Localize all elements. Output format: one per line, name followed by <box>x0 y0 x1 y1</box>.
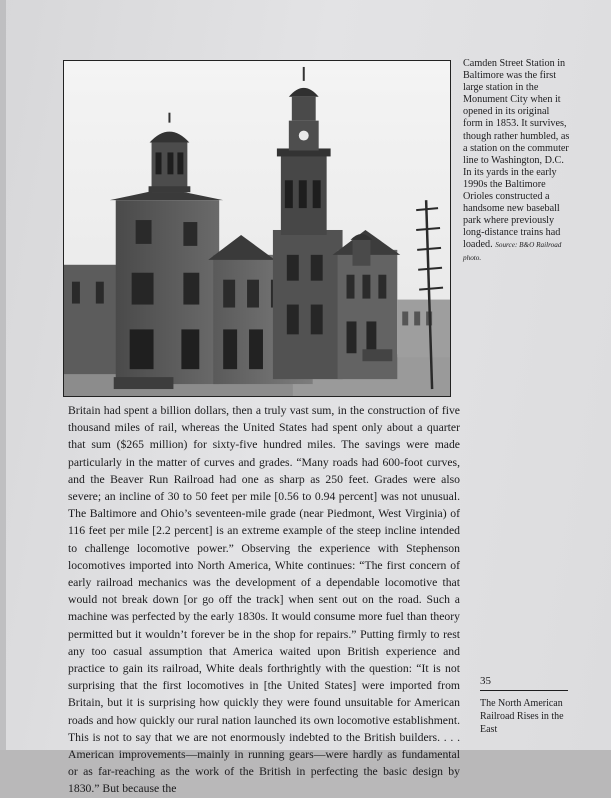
station-photo <box>63 60 451 397</box>
photo-caption <box>463 58 571 264</box>
margin-rule <box>480 690 568 691</box>
page-number: 35 <box>480 675 491 687</box>
chapter-title: The North American Railroad Rises in the East <box>480 698 564 735</box>
caption-source: Source: B&O Railroad photo. <box>463 241 562 262</box>
caption-text: Camden Street Station in Baltimore was the first large station in the Monument City when it opened in its original form in 1853. It survives, though rather humbled, as a station on the commuter line to Washington, D.C. In its yards in the early 1990s the Baltimore Orioles constructed a handsome new baseball park where previously long-distance trains had loaded. <box>463 58 570 251</box>
station-photo-illustration <box>64 61 450 396</box>
body-paragraph: Britain had spent a billion dollars, then a truly vast sum, in the construction of five thousand miles of rail, whereas the United States had spent only about a quarter that sum ($265 million) for sixty-five hundred miles. The savings were made particularly in the matter of curves and grades. “Many roads had 600-foot curves, and the Beaver Run Railroad had one as sharp as 250 feet. Grades were also severe; an incline of 30 to 50 feet per mile [0.56 to 0.94 percent] was not unusual. The Baltimore and Ohio’s seventeen-mile grade (near Piedmont, West Virginia) of 116 feet per mile [2.2 percent] is an extreme example of the steep incline intended to challenge locomotive power.” Observing the experience with Stephenson locomotives imported into North America, White continues: “The first concern of early railroad mechanics was the development of a dependable locomotive that would not break down [or go off the track] when sent out on the road. Such a machine was perfected by the early 1830s. It would consume more fuel than theory permitted but it wouldn’t forever be in the shop for repairs.” Putting firmly to rest any too casual assumption that America waited upon British experience and practice to gain its railroad, White deals forthrightly with the question: “It is not surprising that the first locomotives in [the United States] were imported from Britain, but it is surprising how quickly they were found unsuitable for American roads and how quickly our rural nation launched its own locomotive establishment. This is not to say that we are not enormously indebted to the British builders. . . . American improvements—mainly in running gears—were hardly as fundamental or as far-reaching as the work of the British in perfecting the basic design by 1830.” But because the <box>68 404 460 796</box>
page-gutter-edge <box>0 0 6 750</box>
body-text <box>68 402 460 798</box>
